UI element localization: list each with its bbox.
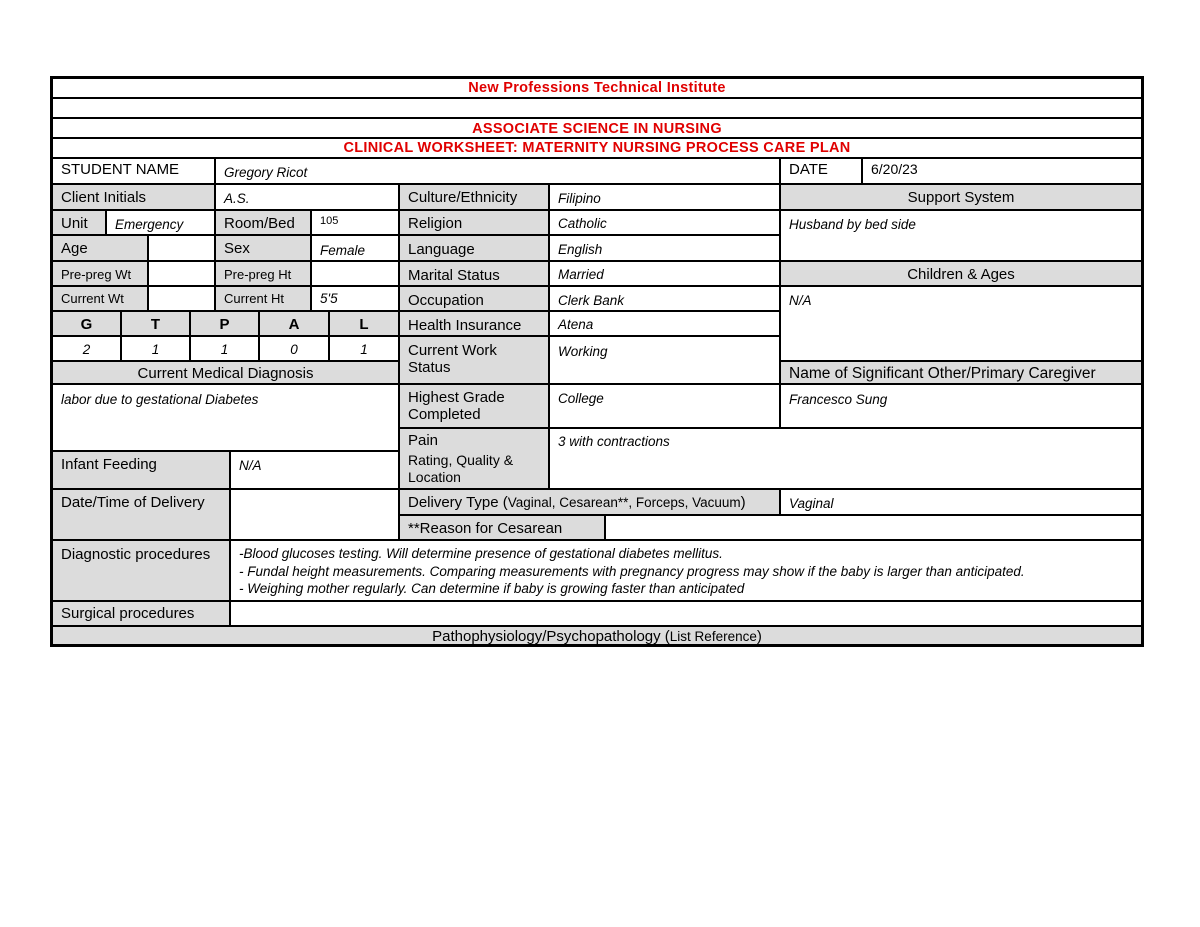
pathophysiology-label [52, 626, 1142, 645]
prepreg-wt-field[interactable] [148, 261, 215, 286]
caregiver-label: Name of Significant Other/Primary Caregiver [780, 361, 1142, 384]
room-bed-label: Room/Bed [215, 210, 311, 235]
delivery-type-close: ) [740, 494, 746, 511]
occupation-label: Occupation [399, 286, 549, 311]
patho-close: ) [756, 628, 762, 645]
diagnostic-field[interactable] [230, 540, 1142, 601]
insurance-label: Health Insurance [399, 311, 549, 336]
date-label: DATE [780, 158, 862, 184]
delivery-time-label: Date/Time of Delivery [52, 489, 230, 540]
gtpal-header-g: G [52, 311, 121, 336]
gtpal-value-t[interactable]: 1 [121, 336, 190, 361]
gtpal-value-a[interactable]: 0 [259, 336, 329, 361]
gtpal-header-p: P [190, 311, 259, 336]
gtpal-value-l[interactable]: 1 [329, 336, 399, 361]
religion-label: Religion [399, 210, 549, 235]
current-ht-label: Current Ht [215, 286, 311, 311]
delivery-type-options: Vaginal, Cesarean**, Forceps, Vacuum [507, 495, 741, 510]
cesarean-label: **Reason for Cesarean [399, 515, 605, 540]
pain-label: Pain [408, 432, 439, 449]
sex-label: Sex [215, 235, 311, 261]
language-field[interactable]: English [549, 235, 780, 261]
gtpal-value-g[interactable]: 2 [52, 336, 121, 361]
work-status-field[interactable]: Working [549, 336, 780, 384]
diagnostic-label: Diagnostic procedures [52, 540, 230, 601]
grade-label: Highest Grade Completed [399, 384, 549, 428]
pain-sublabel: Rating, Quality & Location [408, 452, 514, 485]
diagnostic-line: - Weighing mother regularly. Can determine if baby is growing faster than anticipated [239, 581, 745, 596]
current-wt-label: Current Wt [52, 286, 148, 311]
pain-label-cell [399, 428, 549, 489]
sex-field[interactable]: Female [311, 235, 399, 261]
diagnosis-label: Current Medical Diagnosis [52, 361, 399, 384]
delivery-time-field[interactable] [230, 489, 399, 540]
age-label: Age [52, 235, 148, 261]
pain-field[interactable]: 3 with contractions [549, 428, 1142, 489]
marital-label: Marital Status [399, 261, 549, 286]
care-plan-form [50, 76, 1144, 647]
culture-field[interactable]: Filipino [549, 184, 780, 210]
caregiver-field[interactable]: Francesco Sung [780, 384, 1142, 428]
client-initials-label: Client Initials [52, 184, 215, 210]
grade-field[interactable]: College [549, 384, 780, 428]
room-bed-field[interactable]: 105 [311, 210, 399, 235]
gtpal-header-t: T [121, 311, 190, 336]
surgical-label: Surgical procedures [52, 601, 230, 626]
gtpal-header-a: A [259, 311, 329, 336]
religion-field[interactable]: Catholic [549, 210, 780, 235]
date-field[interactable]: 6/20/23 [862, 158, 1142, 184]
infant-feeding-label: Infant Feeding [52, 451, 230, 489]
institute-title: New Professions Technical Institute [52, 78, 1142, 98]
occupation-field[interactable]: Clerk Bank [549, 286, 780, 311]
worksheet-title: CLINICAL WORKSHEET: MATERNITY NURSING PROCESS CARE PLAN [52, 138, 1142, 158]
age-field[interactable] [148, 235, 215, 261]
blank-row [52, 98, 1142, 118]
unit-field[interactable]: Emergency [106, 210, 215, 235]
patho-reference: List Reference [669, 629, 757, 644]
support-system-label: Support System [780, 184, 1142, 210]
diagnosis-field[interactable]: labor due to gestational Diabetes [52, 384, 399, 451]
language-label: Language [399, 235, 549, 261]
student-name-field[interactable]: Gregory Ricot [215, 158, 780, 184]
children-ages-field[interactable]: N/A [780, 286, 1142, 361]
children-ages-label: Children & Ages [780, 261, 1142, 286]
insurance-field[interactable]: Atena [549, 311, 780, 336]
client-initials-field[interactable]: A.S. [215, 184, 399, 210]
prepreg-wt-label: Pre-preg Wt [52, 261, 148, 286]
work-status-label: Current Work Status [399, 336, 549, 384]
patho-label: Pathophysiology/Psychopathology ( [432, 628, 670, 645]
prepreg-ht-field[interactable] [311, 261, 399, 286]
marital-field[interactable]: Married [549, 261, 780, 286]
cesarean-field[interactable] [605, 515, 1142, 540]
delivery-type-label: Delivery Type ( [408, 494, 508, 511]
unit-label: Unit [52, 210, 106, 235]
diagnostic-line: -Blood glucoses testing. Will determine presence of gestational diabetes mellitus. [239, 546, 723, 561]
gtpal-value-p[interactable]: 1 [190, 336, 259, 361]
gtpal-header-l: L [329, 311, 399, 336]
delivery-type-field[interactable]: Vaginal [780, 489, 1142, 515]
diagnostic-line: - Fundal height measurements. Comparing measurements with pregnancy progress may show if the baby is larger than anticipated. [239, 563, 1025, 579]
surgical-field[interactable] [230, 601, 1142, 626]
infant-feeding-field[interactable]: N/A [230, 451, 399, 489]
student-name-label: STUDENT NAME [52, 158, 215, 184]
current-ht-field[interactable]: 5'5 [311, 286, 399, 311]
current-wt-field[interactable] [148, 286, 215, 311]
support-system-field[interactable]: Husband by bed side [780, 210, 1142, 261]
culture-label: Culture/Ethnicity [399, 184, 549, 210]
program-title: ASSOCIATE SCIENCE IN NURSING [52, 118, 1142, 138]
delivery-type-label-cell [399, 489, 780, 515]
prepreg-ht-label: Pre-preg Ht [215, 261, 311, 286]
